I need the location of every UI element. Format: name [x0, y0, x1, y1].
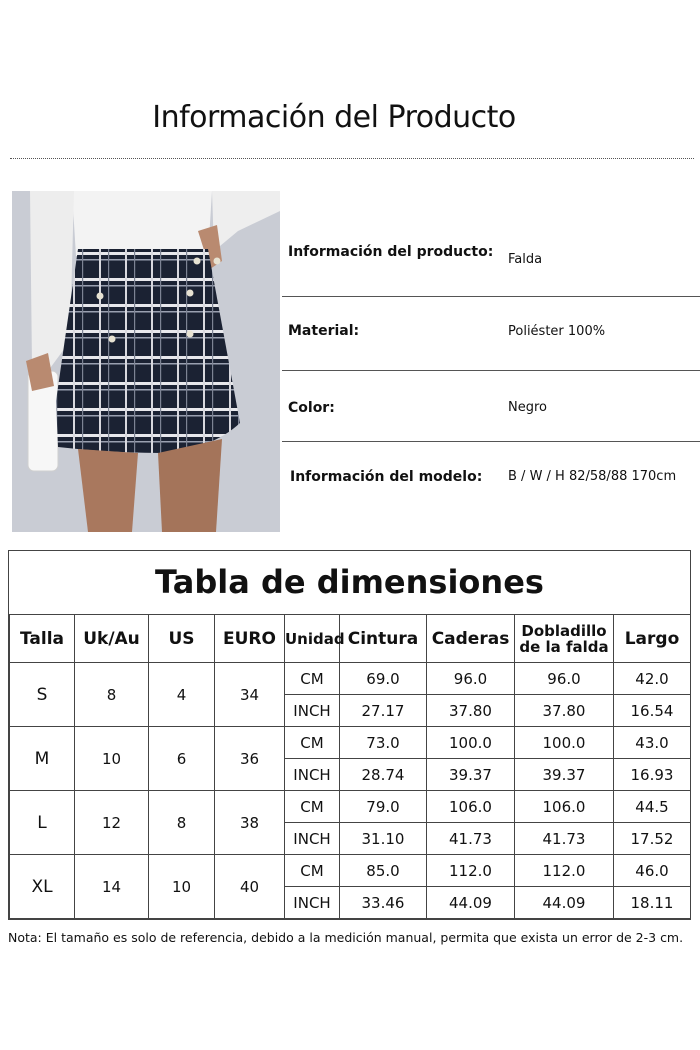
unit-cell: INCH — [285, 823, 340, 855]
size-chart-title: Tabla de dimensiones — [155, 563, 544, 601]
largo-cell: 16.54 — [614, 695, 691, 727]
size-ukau: 14 — [75, 855, 149, 919]
header-unidad: Unidad — [285, 615, 340, 663]
table-row — [10, 855, 691, 887]
info-value: B / W / H 82/58/88 170cm — [508, 469, 677, 484]
header-cintura: Cintura — [340, 615, 427, 663]
table-header-row — [10, 615, 691, 663]
largo-cell: 43.0 — [614, 727, 691, 759]
size-label: XL — [10, 855, 75, 919]
info-label: Color: — [288, 400, 335, 416]
size-label: S — [10, 663, 75, 727]
info-value: Falda — [508, 252, 543, 267]
largo-cell: 17.52 — [614, 823, 691, 855]
header-ukau: Uk/Au — [75, 615, 149, 663]
unit-cell: INCH — [285, 759, 340, 791]
largo-cell: 44.5 — [614, 791, 691, 823]
title-divider — [10, 158, 694, 159]
header-us: US — [149, 615, 215, 663]
caderas-cell: 96.0 — [427, 663, 515, 695]
unit-cell: CM — [285, 727, 340, 759]
header-euro: EURO — [215, 615, 285, 663]
table-row — [10, 663, 691, 695]
size-euro: 34 — [215, 663, 285, 727]
size-ukau: 10 — [75, 727, 149, 791]
dobladillo-cell: 39.37 — [515, 759, 614, 791]
cintura-cell: 27.17 — [340, 695, 427, 727]
cintura-cell: 31.10 — [340, 823, 427, 855]
dobladillo-cell: 44.09 — [515, 887, 614, 919]
unit-cell: INCH — [285, 887, 340, 919]
cintura-cell: 85.0 — [340, 855, 427, 887]
table-row — [10, 727, 691, 759]
divider — [282, 370, 700, 371]
unit-cell: CM — [285, 855, 340, 887]
cintura-cell: 28.74 — [340, 759, 427, 791]
largo-cell: 16.93 — [614, 759, 691, 791]
size-table — [9, 614, 691, 919]
size-us: 8 — [149, 791, 215, 855]
info-label: Información del modelo: — [290, 469, 483, 485]
size-us: 4 — [149, 663, 215, 727]
size-us: 6 — [149, 727, 215, 791]
cintura-cell: 79.0 — [340, 791, 427, 823]
size-ukau: 8 — [75, 663, 149, 727]
info-value: Negro — [508, 400, 547, 415]
caderas-cell: 41.73 — [427, 823, 515, 855]
dobladillo-cell: 106.0 — [515, 791, 614, 823]
header-talla: Talla — [10, 615, 75, 663]
table-row — [10, 791, 691, 823]
dobladillo-cell: 41.73 — [515, 823, 614, 855]
caderas-cell: 112.0 — [427, 855, 515, 887]
info-value: Poliéster 100% — [508, 324, 606, 339]
dobladillo-cell: 37.80 — [515, 695, 614, 727]
caderas-cell: 39.37 — [427, 759, 515, 791]
page-title: Información del Producto — [152, 100, 516, 135]
size-euro: 36 — [215, 727, 285, 791]
unit-cell: CM — [285, 791, 340, 823]
size-label: L — [10, 791, 75, 855]
size-chart — [8, 550, 691, 920]
size-us: 10 — [149, 855, 215, 919]
cintura-cell: 33.46 — [340, 887, 427, 919]
largo-cell: 18.11 — [614, 887, 691, 919]
divider — [282, 296, 700, 297]
size-euro: 40 — [215, 855, 285, 919]
dobladillo-cell: 100.0 — [515, 727, 614, 759]
caderas-cell: 44.09 — [427, 887, 515, 919]
caderas-cell: 106.0 — [427, 791, 515, 823]
dobladillo-cell: 112.0 — [515, 855, 614, 887]
size-note: Nota: El tamaño es solo de referencia, debido a la medición manual, permita que exista un error de 2-3 cm. — [8, 930, 684, 945]
info-label: Material: — [288, 323, 360, 339]
info-label: Información del producto: — [288, 244, 494, 260]
caderas-cell: 100.0 — [427, 727, 515, 759]
header-largo: Largo — [614, 615, 691, 663]
largo-cell: 42.0 — [614, 663, 691, 695]
header-dobladillo: Dobladillo de la falda — [515, 615, 614, 663]
divider — [282, 441, 700, 442]
size-label: M — [10, 727, 75, 791]
largo-cell: 46.0 — [614, 855, 691, 887]
unit-cell: INCH — [285, 695, 340, 727]
size-euro: 38 — [215, 791, 285, 855]
product-photo — [12, 191, 280, 532]
cintura-cell: 73.0 — [340, 727, 427, 759]
caderas-cell: 37.80 — [427, 695, 515, 727]
unit-cell: CM — [285, 663, 340, 695]
header-caderas: Caderas — [427, 615, 515, 663]
dobladillo-cell: 96.0 — [515, 663, 614, 695]
cintura-cell: 69.0 — [340, 663, 427, 695]
size-ukau: 12 — [75, 791, 149, 855]
